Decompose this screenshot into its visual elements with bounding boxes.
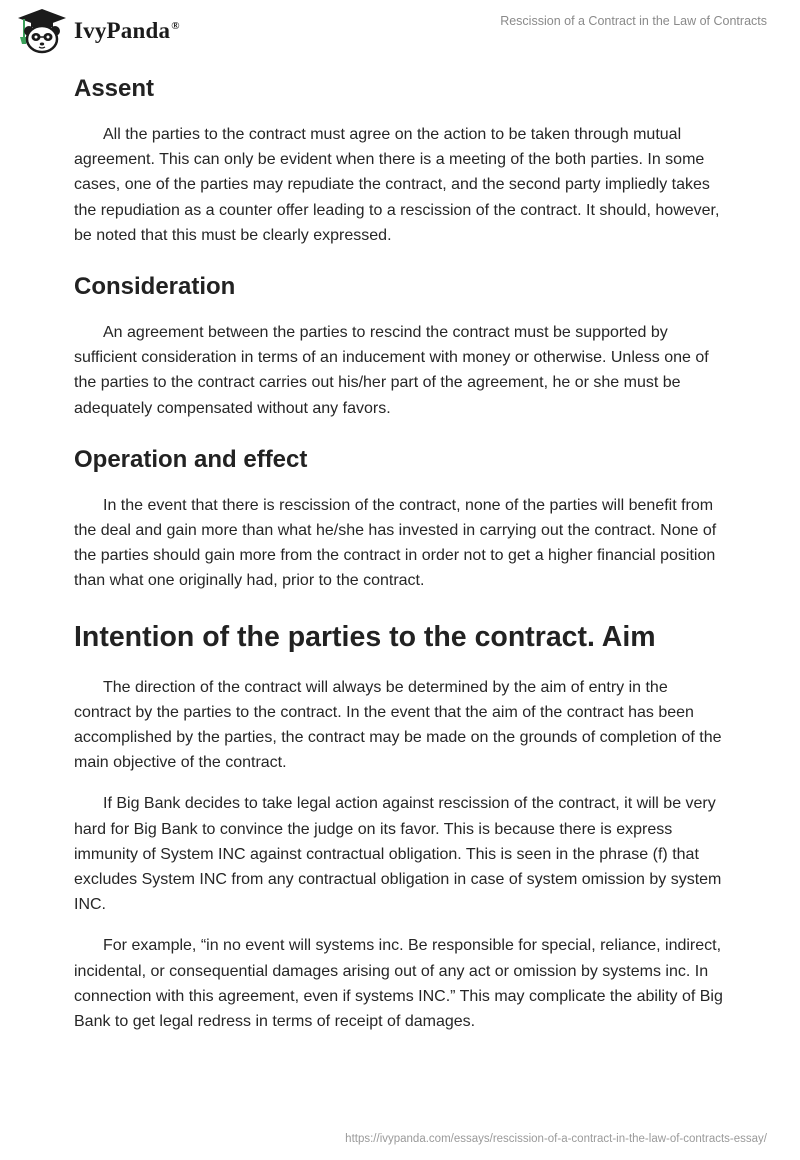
paragraph-intention-3: For example, “in no event will systems inc. Be responsible for special, reliance, indirect, incidental, or consequential damages arising out of any act or omission by systems inc. In connection with this agreement, even if systems INC.” This may complicate the ability of Big Bank to get legal redress in terms of receipt of damages. — [74, 937, 723, 1031]
essay-content — [74, 72, 724, 1034]
ivypanda-logo[interactable] — [16, 7, 180, 55]
paragraph-intention-2: If Big Bank decides to take legal action against rescission of the contract, it will be very hard for Big Bank to convince the judge on its favor. This is because there is express immunity of System INC against contractual obligation. This is seen in the phrase (f) that excludes System INC from any contractual obligation in case of system omission by system INC. — [74, 795, 722, 914]
document-title: Rescission of a Contract in the Law of Contracts — [500, 14, 767, 28]
paragraph-assent: All the parties to the contract must agree on the action to be taken through mutual agreement. This can only be evident when there is a meeting of the both parties. In some cases, one of the parties may repudiate the contract, and the second party impliedly takes the repudiation as a counter offer leading to a rescission of the contract. It should, however, be noted that this must be clearly expressed. — [74, 126, 720, 244]
page-header — [0, 0, 800, 60]
source-url-link[interactable]: https://ivypanda.com/essays/rescission-of-a-contract-in-the-law-of-contracts-essay/ — [345, 1133, 767, 1145]
paragraph-intention-1: The direction of the contract will always be determined by the aim of entry in the contract by the parties to the contract. In the event that the aim of the contract has been accomplished by the parties, the contract may be made on the grounds of completion of the main objective of the contract. — [74, 678, 722, 772]
heading-operation-and-effect: Operation and effect — [74, 445, 308, 473]
brand-name: IvyPanda® — [74, 18, 180, 43]
paragraph-operation-and-effect: In the event that there is rescission of the contract, none of the parties will benefit from the deal and gain more than what he/she has invested in carrying out the contract. None of the parties should gain more from the contract in order not to get a higher financial position than what one originally had, prior to the contract. — [74, 496, 717, 590]
heading-intention-of-parties: Intention of the parties to the contract. Aim — [74, 620, 656, 653]
registered-mark: ® — [171, 20, 180, 33]
panda-graduate-icon — [16, 7, 68, 55]
heading-assent: Assent — [74, 75, 155, 102]
heading-consideration: Consideration — [74, 273, 236, 301]
paragraph-consideration: An agreement between the parties to rescind the contract must be supported by sufficient consideration in terms of an inducement with money or otherwise. Unless one of the parties to the contract carries out his/her part of the agreement, he or she must be adequately compensated without any favors. — [74, 324, 709, 417]
